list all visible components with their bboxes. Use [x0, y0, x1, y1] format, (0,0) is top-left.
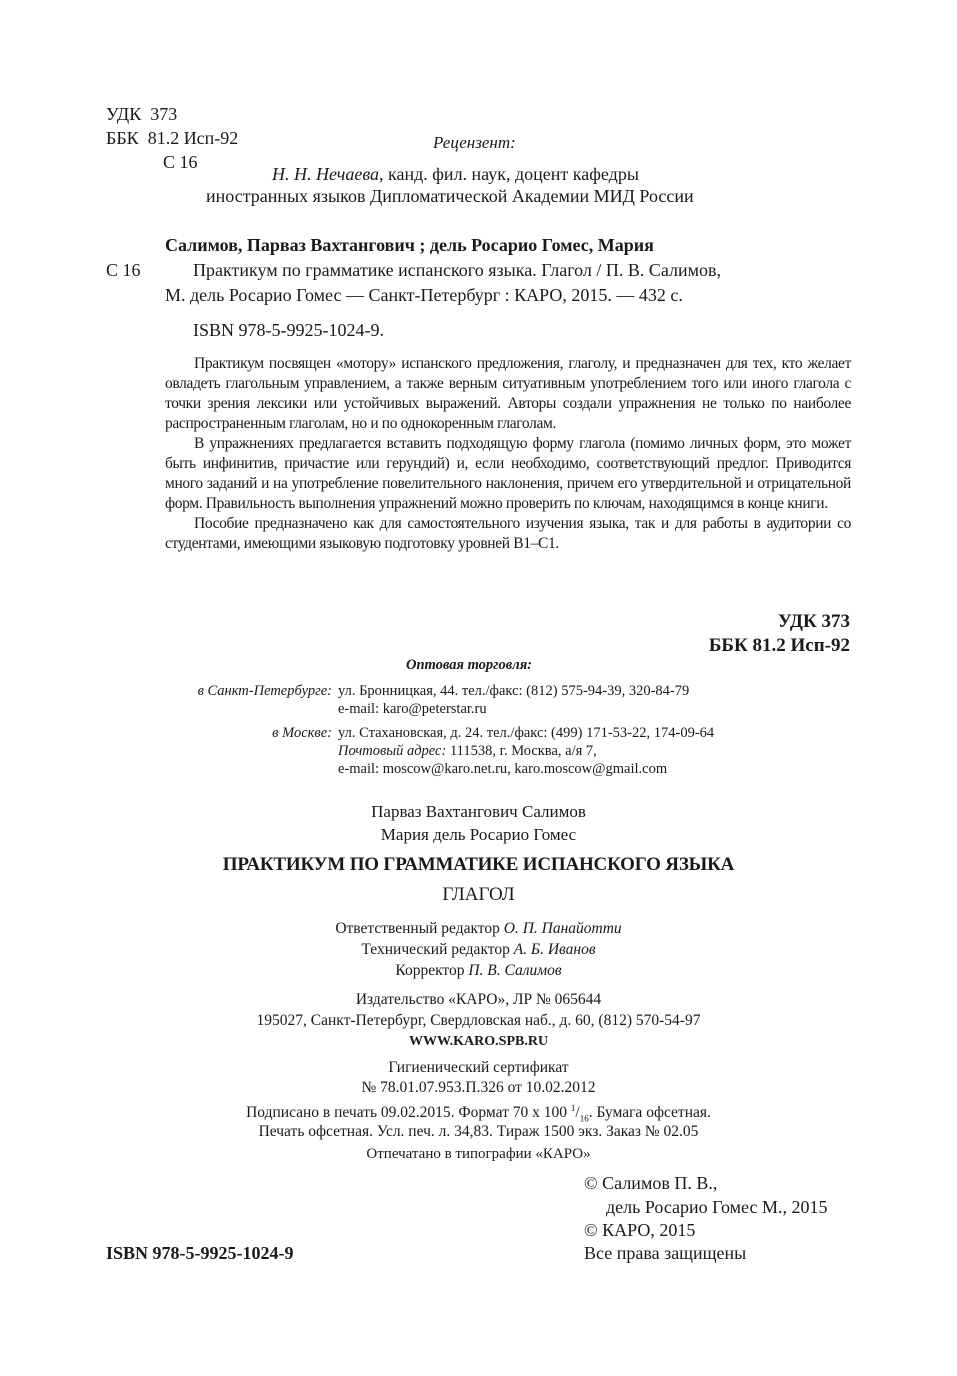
bbk-label: ББК	[106, 128, 139, 148]
udk-label: УДК	[106, 104, 142, 124]
corrector-line	[0, 962, 957, 980]
postal-address: 111538, г. Москва, а/я 7,	[446, 743, 597, 759]
reviewer-line2: иностранных языков Дипломатической Академии МИД России	[206, 186, 694, 206]
postal-label: Почтовый адрес:	[338, 743, 447, 759]
book-subtitle: ГЛАГОЛ	[442, 884, 515, 905]
spb-email: e-mail: karo@peterstar.ru	[338, 701, 487, 717]
reviewer-name: Н. Н. Нечаева,	[272, 164, 384, 184]
isbn-bottom: ISBN 978-5-9925-1024-9	[106, 1243, 294, 1263]
paper-type: . Бумага офсетная.	[588, 1104, 711, 1122]
authors: Салимов, Парваз Вахтангович ; дель Росарио Гомес, Мария	[165, 235, 654, 255]
msk-contacts	[172, 724, 714, 778]
publisher: Издательство «КАРО», ЛР № 065644	[355, 991, 602, 1008]
tech-name: А. Б. Иванов	[513, 941, 596, 958]
copyright-line1: © Салимов П. В.,	[584, 1173, 718, 1193]
printed-by: Отпечатано в типографии «КАРО»	[366, 1146, 591, 1162]
editor-line	[0, 920, 957, 938]
msk-email: e-mail: moscow@karo.net.ru, karo.moscow@gmail.com	[338, 761, 668, 777]
tech-label: Технический редактор	[361, 941, 514, 958]
publisher-address: 195027, Санкт-Петербург, Свердловская наб., д. 60, (812) 570-54-97	[256, 1012, 701, 1029]
copyright-line3: © КАРО, 2015	[584, 1220, 696, 1240]
abstract-paragraph: В упражнениях предлагается вставить подходящую форму глагола (помимо личных форм, это может быть инфинитив, причастие или герундий) и, если необходимо, соответствующий предлог. Приводится много заданий и на употребление повелительного наклонения, причем его утвердительной и отрицательной форм. Правильность выполнения упражнений можно проверить по ключам, находящимся в конце книги.	[165, 435, 851, 512]
copyright-line2: дель Росарио Гомес М., 2015	[606, 1197, 828, 1217]
print-format: Подписано в печать 09.02.2015. Формат 70 x 100	[246, 1104, 571, 1122]
book-title: ПРАКТИКУМ ПО ГРАММАТИКЕ ИСПАНСКОГО ЯЗЫКА	[222, 854, 735, 875]
author-mark: С 16	[163, 152, 198, 172]
isbn: ISBN 978-5-9925-1024-9.	[193, 320, 384, 340]
msk-address: ул. Стахановская, д. 24. тел./факс: (499) 171-53-22, 174-09-64	[338, 725, 715, 741]
spb-label: в Санкт-Петербурге:	[197, 683, 332, 699]
print-line1: Подписано в печать 09.02.2015. Формат 70 x 100 $^1/_{16}$. Бумага офсетная.	[246, 1103, 711, 1124]
reviewer-heading: Рецензент:	[433, 133, 516, 152]
title-line2: М. дель Росарио Гомес — Санкт-Петербург : КАРО, 2015. — 432 с.	[165, 285, 683, 305]
reviewer-title: канд. фил. наук, доцент кафедры	[383, 164, 639, 184]
editor-name: О. П. Панайотти	[503, 920, 622, 937]
print-line2: Печать офсетная. Усл. печ. л. 34,83. Тираж 1500 экз. Заказ № 02.05	[258, 1123, 699, 1140]
bbk	[106, 127, 238, 150]
spb-address: ул. Бронницкая, 44. тел./факс: (812) 575-94-39, 320-84-79	[338, 683, 690, 699]
website: WWW.KARO.SPB.RU	[408, 1034, 549, 1049]
rights-reserved: Все права защищены	[584, 1243, 747, 1263]
corrector-name: П. В. Салимов	[468, 962, 562, 979]
corrector-label: Корректор	[395, 962, 469, 979]
reviewer-line1	[272, 163, 639, 186]
cert-line2: № 78.01.07.953.П.326 от 10.02.2012	[361, 1079, 596, 1096]
abstract-paragraph: Практикум посвящен «мотору» испанского предложения, глаголу, и предназначен для тех, кто желает овладеть глагольным управлением, а также верным ситуативным употреблением того или иного глагола с точки зрения лексики или устойчивых выражений. Авторы создали упражнения не только по наиболее распространенным глаголам, но и по однокоренным глаголам.	[165, 355, 851, 432]
record-mark: С 16	[106, 260, 141, 280]
author2: Мария дель Росарио Гомес	[380, 825, 577, 844]
cert-line1: Гигиенический сертификат	[388, 1059, 569, 1076]
fraction-denominator: 16	[579, 1113, 589, 1124]
tech-editor-line	[0, 941, 957, 959]
fraction-numerator: 1	[570, 1103, 576, 1113]
udk-value: 373	[150, 104, 178, 124]
editor-label: Ответственный редактор	[335, 920, 504, 937]
udk	[106, 103, 177, 126]
bbk-value: 81.2 Исп-92	[147, 128, 239, 148]
bbk-bold: ББК 81.2 Исп-92	[708, 635, 850, 656]
udk-bold: УДК 373	[777, 611, 850, 632]
spb-contacts	[172, 682, 689, 718]
wholesale-heading: Оптовая торговля:	[406, 657, 533, 673]
msk-label: в Москве:	[272, 725, 332, 741]
abstract	[165, 354, 851, 554]
title-line1: Практикум по грамматике испанского языка. Глагол / П. В. Салимов,	[193, 260, 722, 280]
author1: Парваз Вахтангович Салимов	[371, 802, 586, 821]
abstract-paragraph: Пособие предназначено как для самостоятельного изучения языка, так и для работы в аудитории со студентами, имеющими языковую подготовку уровней B1–C1.	[165, 515, 851, 552]
